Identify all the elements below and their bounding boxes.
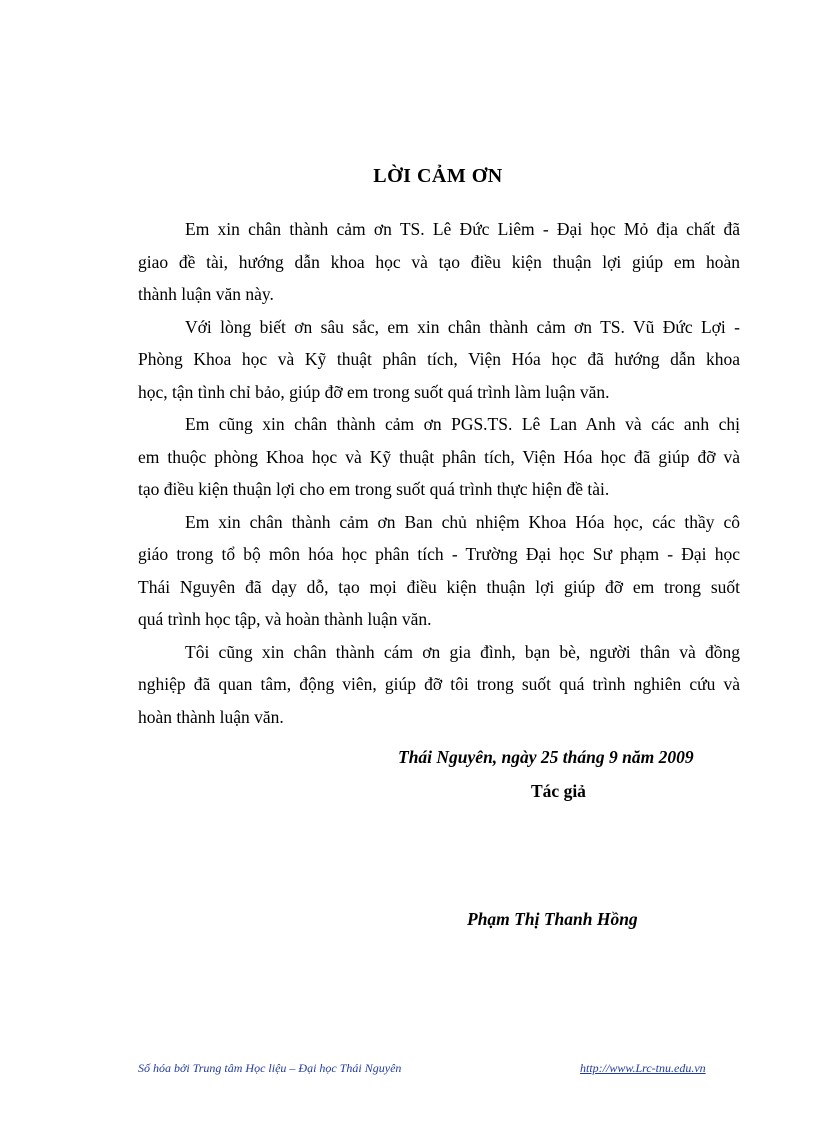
acknowledgement-body <box>138 213 740 733</box>
author-label: Tác giả <box>531 781 586 801</box>
paragraph-line: em thuộc phòng Khoa học và Kỹ thuật phân tích, Viện Hóa học đã giúp đỡ và <box>138 446 740 467</box>
paragraph-line: học, tận tình chỉ bảo, giúp đỡ em trong suốt quá trình làm luận văn. <box>138 381 610 402</box>
paragraph-line: tạo điều kiện thuận lợi cho em trong suốt quá trình thực hiện đề tài. <box>138 479 610 499</box>
paragraph <box>138 408 740 506</box>
paragraph-line: hoàn thành luận văn. <box>138 706 284 727</box>
paragraph-line: quá trình học tập, và hoàn thành luận văn. <box>138 609 432 629</box>
paragraph-line: Với lòng biết ơn sâu sắc, em xin chân thành cảm ơn TS. Vũ Đức Lợi - <box>185 316 740 337</box>
paragraph-line: giao đề tài, hướng dẫn khoa học và tạo điều kiện thuận lợi giúp em hoàn <box>138 251 740 272</box>
paragraph-line: Phòng Khoa học và Kỹ thuật phân tích, Viện Hóa học đã hướng dẫn khoa <box>138 349 740 369</box>
paragraph <box>138 311 740 409</box>
footer-website-link[interactable]: http://www.Lrc-tnu.edu.vn <box>580 1061 706 1075</box>
paragraph-line: nghiệp đã quan tâm, động viên, giúp đỡ tôi trong suốt quá trình nghiên cứu và <box>138 674 740 694</box>
footer-digitization-note: Số hóa bởi Trung tâm Học liệu – Đại học Thái Nguyên <box>138 1061 402 1075</box>
paragraph <box>138 506 740 636</box>
paragraph-line: giáo trong tổ bộ môn hóa học phân tích - Trường Đại học Sư phạm - Đại học <box>138 544 740 564</box>
paragraph-line: thành luận văn này. <box>138 284 274 304</box>
page-title: LỜI CẢM ƠN <box>373 165 503 187</box>
paragraph-line: Em xin chân thành cảm ơn Ban chủ nhiệm Khoa Hóa học, các thầy cô <box>185 511 740 532</box>
author-name: Phạm Thị Thanh Hồng <box>467 909 638 929</box>
paragraph <box>138 213 740 311</box>
paragraph <box>138 636 740 734</box>
paragraph-line: Em xin chân thành cảm ơn TS. Lê Đức Liêm - Đại học Mỏ địa chất đã <box>185 219 740 239</box>
paragraph-line: Thái Nguyên đã dạy dỗ, tạo mọi điều kiện thuận lợi giúp đỡ em trong suốt <box>138 576 740 597</box>
paragraph-line: Tôi cũng xin chân thành cám ơn gia đình, bạn bè, người thân và đồng <box>185 641 740 662</box>
place-and-date: Thái Nguyên, ngày 25 tháng 9 năm 2009 <box>398 747 694 767</box>
paragraph-line: Em cũng xin chân thành cảm ơn PGS.TS. Lê Lan Anh và các anh chị <box>185 414 740 434</box>
